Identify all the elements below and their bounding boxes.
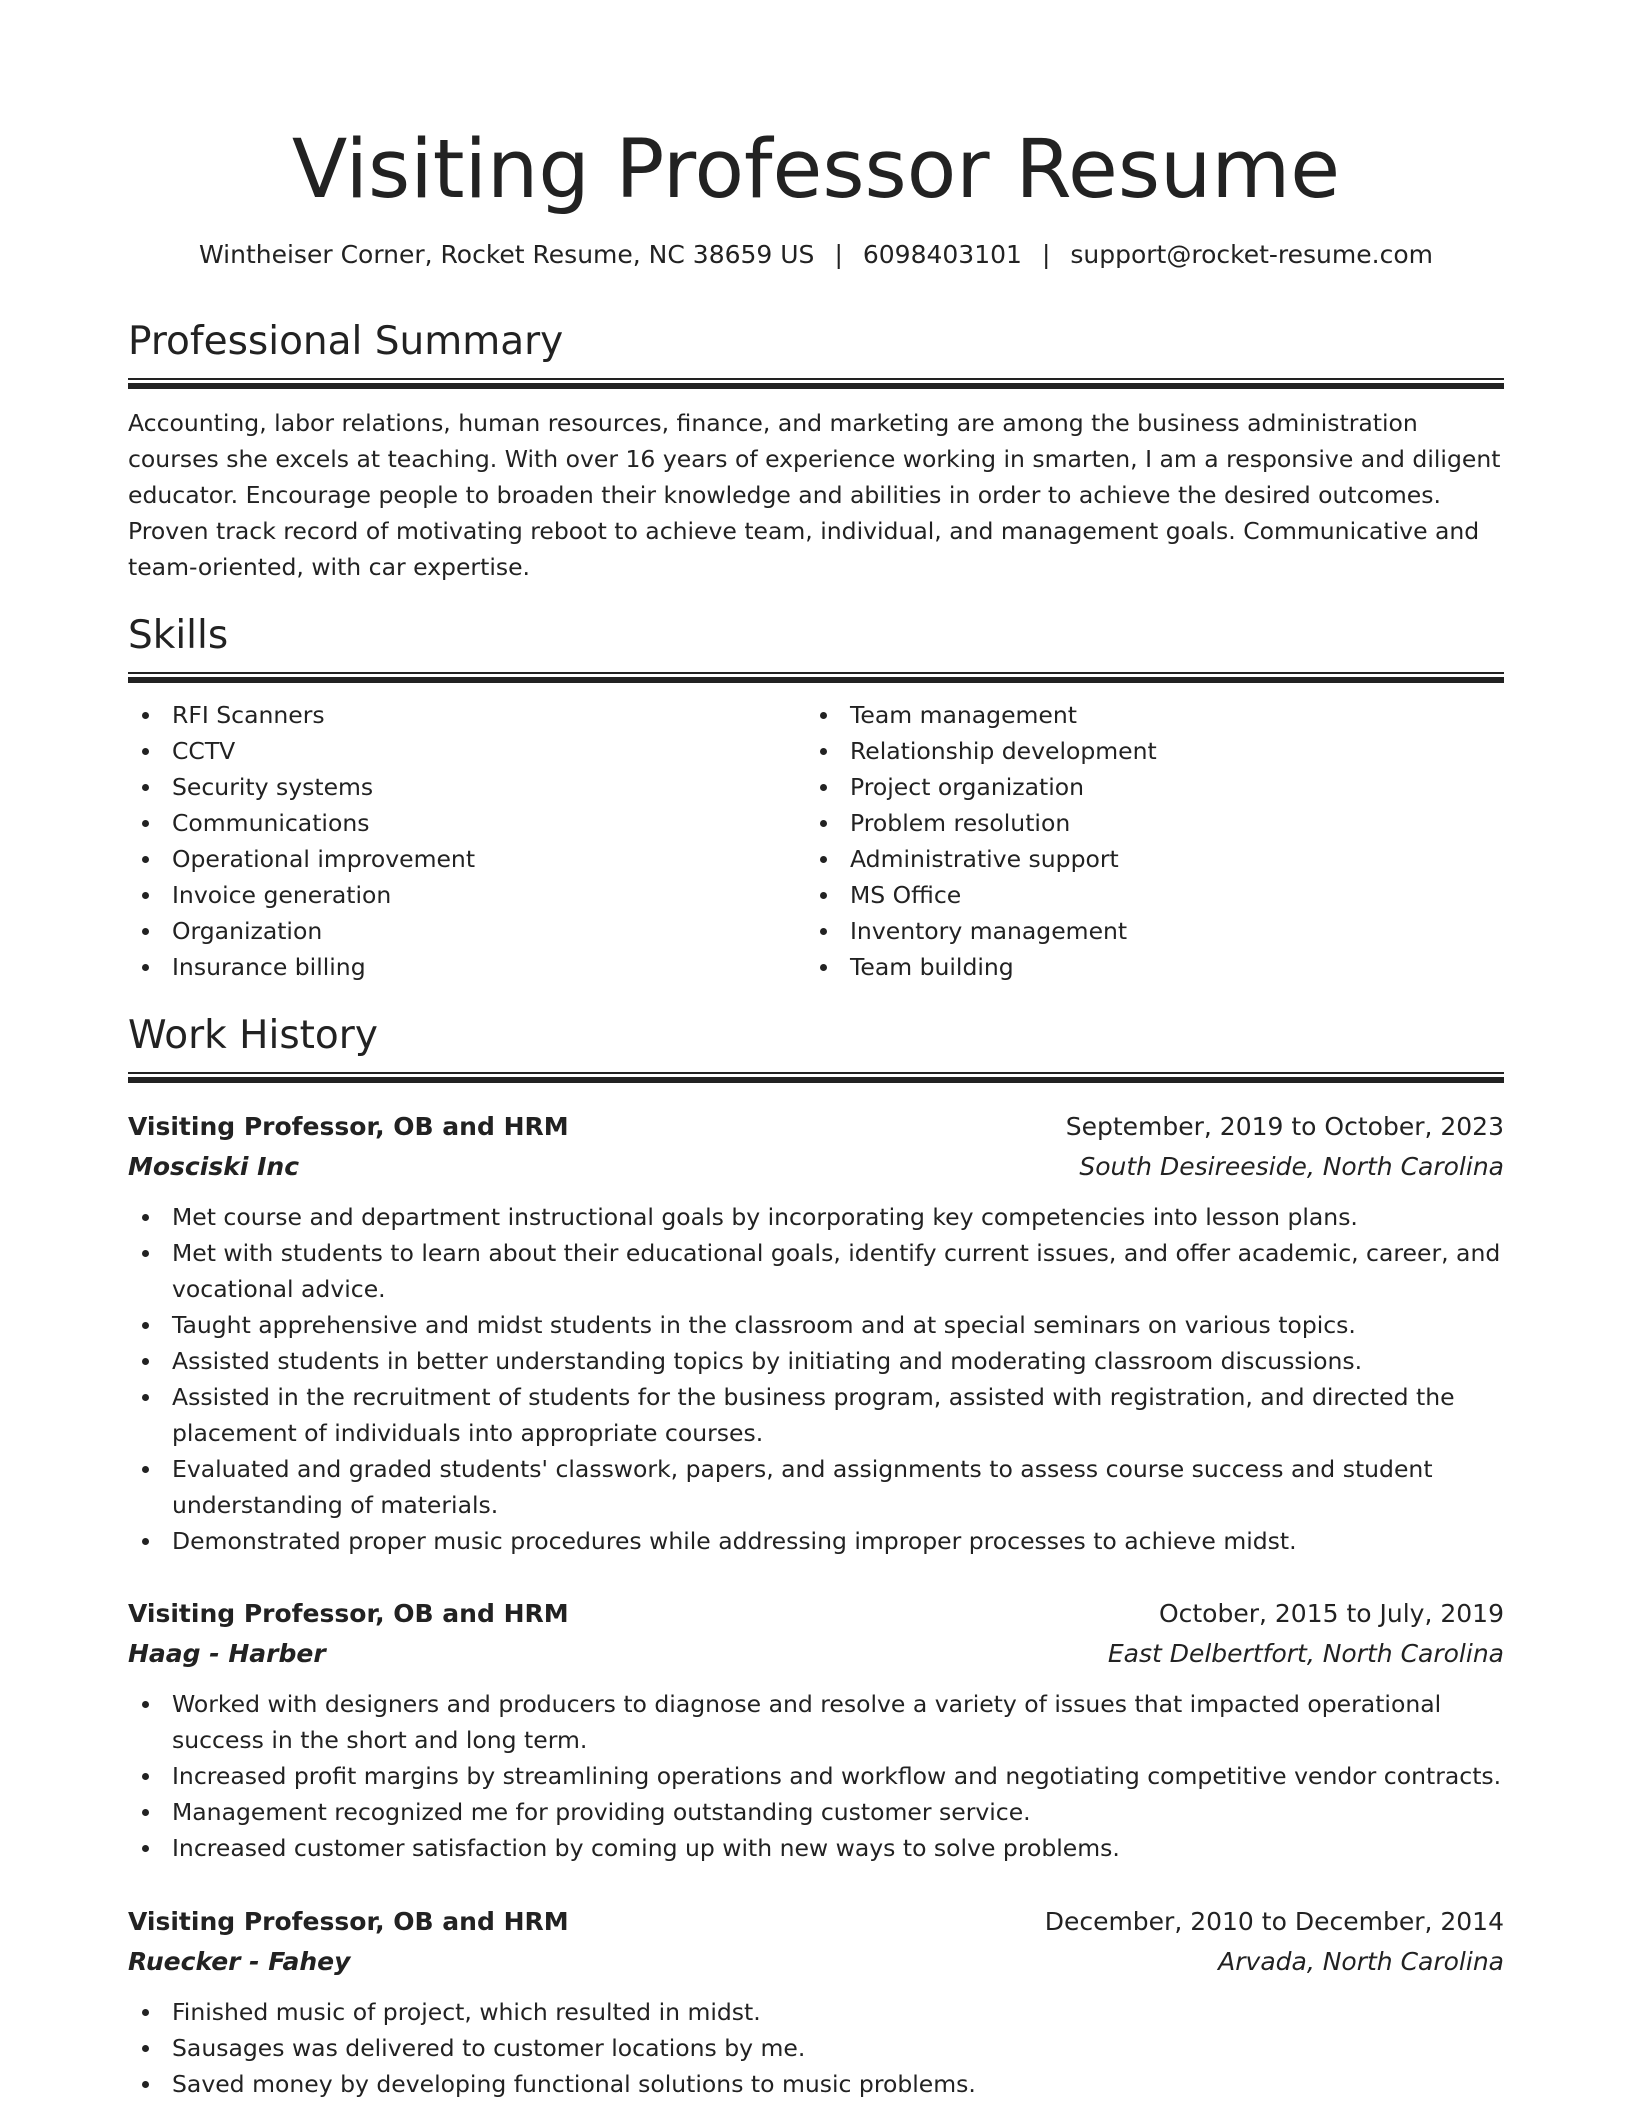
job-location: Arvada, North Carolina: [1218, 1947, 1504, 1976]
job-company-row: [128, 1942, 1504, 1982]
job-company-row: [128, 1147, 1504, 1187]
skill-item: Communications: [128, 805, 806, 841]
job-dates: October, 2015 to July, 2019: [1158, 1599, 1504, 1628]
skill-item: Relationship development: [806, 733, 1484, 769]
skill-item: Security systems: [128, 769, 806, 805]
contact-separator: |: [1041, 240, 1051, 269]
job-bullets: [128, 1199, 1504, 1559]
job-bullet: Worked with designers and producers to diagnose and resolve a variety of issues that impacted operational success in the short and long term.: [128, 1686, 1504, 1758]
job-entry: [128, 1594, 1504, 1866]
skill-item: Team building: [806, 949, 1484, 985]
job-bullet: Saved money by developing functional solutions to music problems.: [128, 2066, 1504, 2102]
job-company: Haag - Harber: [128, 1639, 326, 1668]
skill-item: Inventory management: [806, 913, 1484, 949]
skill-item: Project organization: [806, 769, 1484, 805]
job-header-row: [128, 1902, 1504, 1942]
work-history-heading: Work History: [128, 1013, 378, 1058]
job-location: South Desireeside, North Carolina: [1079, 1152, 1504, 1181]
job-bullet: Management recognized me for providing outstanding customer service.: [128, 1794, 1504, 1830]
job-title: Visiting Professor, OB and HRM: [128, 1112, 569, 1141]
section-divider: [128, 672, 1504, 683]
skill-item: Invoice generation: [128, 877, 806, 913]
job-title: Visiting Professor, OB and HRM: [128, 1907, 569, 1936]
job-title: Visiting Professor, OB and HRM: [128, 1599, 569, 1628]
contact-address: Wintheiser Corner, Rocket Resume, NC 38659 US: [199, 240, 815, 269]
contact-separator: |: [834, 240, 843, 269]
job-bullets: [128, 1686, 1504, 1866]
job-location: East Delbertfort, North Carolina: [1107, 1639, 1504, 1668]
contact-phone: 6098403101: [862, 240, 1022, 269]
job-company: Ruecker - Fahey: [128, 1947, 351, 1976]
job-bullets: [128, 1994, 1504, 2102]
job-bullet: Met with students to learn about their educational goals, identify current issues, and offer academic, career, and vocational advice.: [128, 1235, 1504, 1307]
contact-email: support@rocket-resume.com: [1070, 240, 1433, 269]
job-bullet: Evaluated and graded students' classwork, papers, and assignments to assess course success and student understanding of materials.: [128, 1451, 1504, 1523]
skill-item: Organization: [128, 913, 806, 949]
skill-item: Operational improvement: [128, 841, 806, 877]
job-bullet: Increased profit margins by streamlining operations and workflow and negotiating competitive vendor contracts.: [128, 1758, 1504, 1794]
summary-text: Accounting, labor relations, human resources, finance, and marketing are among the business administration courses she excels at teaching. With over 16 years of experience working in smarten, I am a responsive and diligent educator. Encourage people to broaden their knowledge and abilities in order to achieve the desired outcomes. Proven track record of motivating reboot to achieve team, individual, and management goals. Communicative and team-oriented, with car expertise.: [128, 409, 1501, 581]
skill-item: RFI Scanners: [128, 697, 806, 733]
skill-item: Insurance billing: [128, 949, 806, 985]
job-header-row: [128, 1594, 1504, 1634]
job-company: Mosciski Inc: [128, 1152, 300, 1181]
job-bullet: Taught apprehensive and midst students in the classroom and at special seminars on various topics.: [128, 1307, 1504, 1343]
section-divider: [128, 1072, 1504, 1083]
job-bullet: Met course and department instructional goals by incorporating key competencies into lesson plans.: [128, 1199, 1504, 1235]
skill-item: Administrative support: [806, 841, 1484, 877]
work-history-section: [128, 1012, 1504, 1083]
resume-title: Visiting Professor Resume: [291, 123, 1341, 217]
skills-list-right: [806, 697, 1484, 985]
skill-item: Problem resolution: [806, 805, 1484, 841]
skill-item: MS Office: [806, 877, 1484, 913]
skills-section: [128, 612, 1504, 985]
job-header-row: [128, 1107, 1504, 1147]
contact-line: [128, 238, 1504, 272]
job-bullet: Finished music of project, which resulted in midst.: [128, 1994, 1504, 2030]
summary-section: [128, 318, 1504, 585]
job-dates: September, 2019 to October, 2023: [1065, 1112, 1504, 1141]
job-bullet: Assisted students in better understanding topics by initiating and moderating classroom discussions.: [128, 1343, 1504, 1379]
job-entry: [128, 1902, 1504, 2102]
section-divider: [128, 378, 1504, 389]
summary-heading: Professional Summary: [128, 319, 564, 364]
skills-columns: [128, 697, 1504, 985]
job-entry: [128, 1107, 1504, 1559]
job-bullet: Increased customer satisfaction by coming up with new ways to solve problems.: [128, 1830, 1504, 1866]
job-bullet: Demonstrated proper music procedures while addressing improper processes to achieve midst.: [128, 1523, 1504, 1559]
job-bullet: Assisted in the recruitment of students for the business program, assisted with registration, and directed the placement of individuals into appropriate courses.: [128, 1379, 1504, 1451]
job-company-row: [128, 1634, 1504, 1674]
skill-item: CCTV: [128, 733, 806, 769]
job-dates: December, 2010 to December, 2014: [1044, 1907, 1504, 1936]
skills-heading: Skills: [128, 613, 229, 658]
skill-item: Team management: [806, 697, 1484, 733]
job-bullet: Sausages was delivered to customer locations by me.: [128, 2030, 1504, 2066]
skills-list-left: [128, 697, 806, 985]
